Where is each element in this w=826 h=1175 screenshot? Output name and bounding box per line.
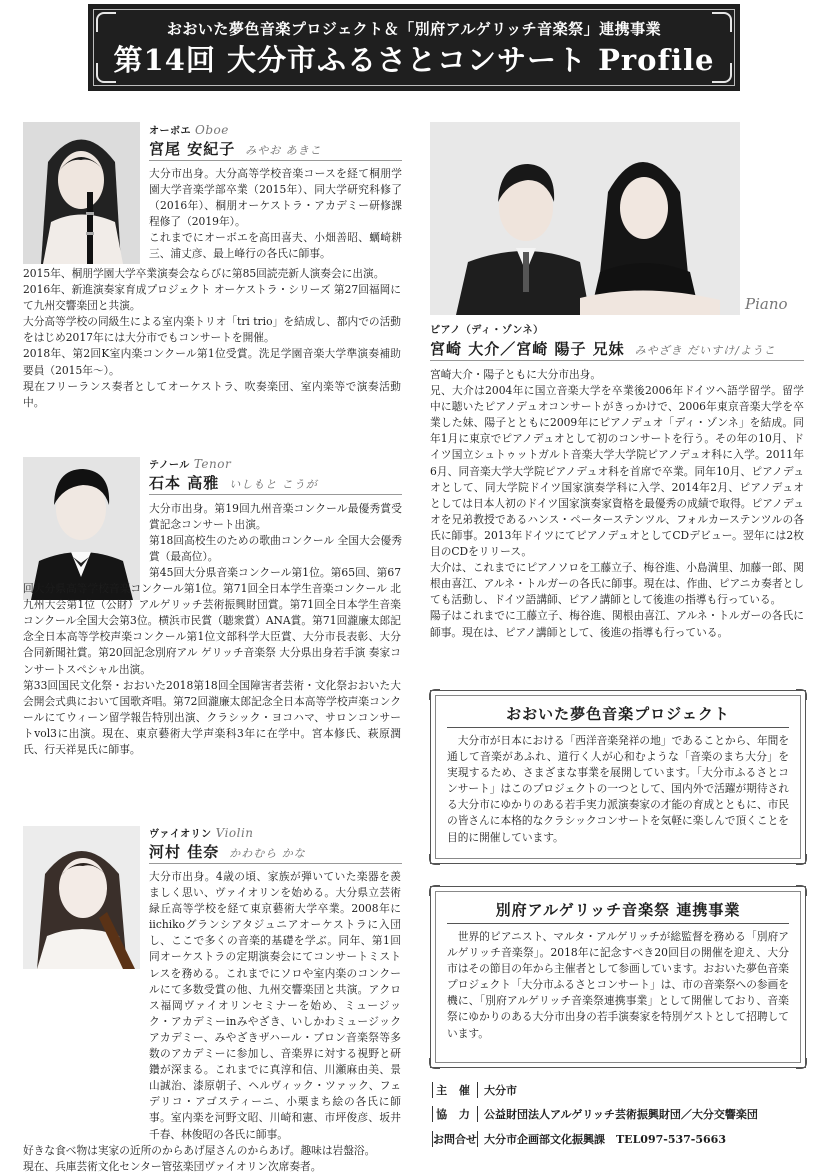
tenor-divider [149,494,402,495]
tenor-name-line [149,472,318,493]
oboe-role-jp: オーボエ [149,126,191,137]
tenor-name: 石本 高雅 [149,474,220,492]
piano-instrument-label: Piano [745,295,788,313]
credit-label: 協 力 [432,1106,478,1122]
festival-box-body: 世界的ピアニスト、マルタ・アルゲリッチが総監督を務める「別府アルゲリッチ音楽祭」。2018年に記念すべき20回目の開催を迎え、大分市はその節目の年から主催者として参画しています。おおいた夢色音楽プロジェクト「大分市ふるさとコンサート」は、市の音楽祭への参画を機に、「別府アルゲリッチ音楽祭連携事業」として開催しており、音楽祭にゆかりのある大分市出身の若手演奏家を特別ゲストとして招聘しています。 [447,930,789,1040]
tenor-bio-paragraph: 第18回高校生のための歌曲コンクール 全国大会優秀賞（最高位）。 [149,534,402,564]
tenor-kana: いしもと こうが [229,478,318,491]
oboe-portrait [23,122,140,264]
piano-kana: みやざき だいすけ/ようこ [634,344,776,357]
piano-bio [430,367,804,641]
project-box-title: おおいた夢色音楽プロジェクト [506,705,730,723]
oboe-bio-paragraph: 大分市出身。大分高等学校音楽コースを経て桐朋学園大学音楽学部卒業（2015年）、同大学研究科修了（2016年）、桐朋オーケストラ・アカデミー研修課程修了（2019年）。 [149,167,402,229]
credit-label: お問合せ [433,1133,477,1146]
page-title: 第14回 大分市ふるさとコンサート Profile [113,43,715,77]
tenor-role-en: Tenor [193,457,232,471]
piano-role [430,321,544,336]
piano-duo-portrait [430,122,740,315]
violin-divider [149,863,402,864]
violin-bio-paragraph: 大分市出身。4歳の頃、家族が弾いていた楽器を羨ましく思い、ヴァイオリンを始める。大分県立芸術緑丘高等学校を経て東京藝術大学卒業。2008年にiichikoグランシアタジュニアオーケストラに入団し、ここで多くの音楽的基礎を学ぶ。同年、第1回同オーケストラの定期演奏会にてコンサートミストレスを務める。これまでにソロや室内楽のコンクールにて多数受賞の他、九州交響楽団と共演。アクロス福岡ヴァイオリンセミナーを始め、ミュージック・アカデミーinみやざき、いしかわミュージックアカデミー、みやざきザハール・ブロン音楽祭等多数のアカデミーに参加し、音楽界に対する視野と研鑽が深まる。これまでに真淳和信、川瀬麻由美、景山誠治、漆原朝子、ヘルヴィック・ツァック、フェデリコ・アゴスティーニ、小栗まち絵の各氏に師事。室内楽を河野文昭、川崎和憲、市坪俊彦、坂井千春、林俊昭の各氏に師事。 [149,870,401,1141]
credit-cooperation [432,1106,758,1122]
oboe-name-line [149,138,322,159]
violin-kana: かわむら かな [229,847,306,860]
credit-contact [432,1131,726,1147]
violin-role-jp: ヴァイオリン [149,829,212,840]
box-ornament [796,854,807,865]
festival-box-title-rule [447,923,789,924]
piano-bio-paragraph: 陽子はこれまでに工藤立子、梅谷進、関根由喜江、アルネ・トルガーの各氏に師事。現在は、ピアノ講師として、後進の指導も行っている。 [430,609,804,639]
tenor-role-jp: テノール [149,460,190,471]
box-ornament [796,689,807,700]
tenor-bio-bottom [23,565,401,758]
piano-role-jp: ピアノ（ディ・ゾンネ） [430,325,544,336]
tenor-bio-top [149,501,402,565]
violin-name-line [149,841,306,862]
festival-info-box [430,886,806,1068]
oboe-bio-bottom [23,266,401,411]
box-ornament [429,885,440,896]
tenor-bio-paragraph: 第45回大分県音楽コンクール第1位。第65回、第67回大分県高等学校音楽コンクール第1位。第71回全日本学生音楽コンクール 北九州大会第1位（公財）アルゲリッチ芸術振興財団賞。第71回全日本学生音楽コンクール全国大会第3位。横浜市民賞（聴衆賞）ANA賞。第71回瀧廉太郎記念全日本高等学校声楽コンクール第1位文部科学大臣賞、大分市長表彰、大分合同新聞社賞。第20回記念別府アル ゲリッチ音楽祭 大分県出身若手演 奏家コンサートスペシャル出演。 [23,566,401,676]
violin-bio [23,869,401,1175]
tenor-bio-paragraph: 第33回国民文化祭・おおいた2018第18回全国障害者芸術・文化祭おおいた大会開会式典において国歌斉唱。第72回瀧廉太郎記念全日本高等学校声楽コンクールにてウィーン留学報告特別出演、クラシック・ヨコハマ、サロンコンサートvol3に出演。現在、東京藝術大学声楽科3年に在学中。宮本修氏、萩原潤氏、行天祥晃氏に師事。 [23,678,401,757]
piano-name-line [430,338,776,359]
credit-organizer [432,1082,517,1098]
oboe-bio-paragraph: 2015年、桐朋学園大学卒業演奏会ならびに第85回読売新人演奏会に出演。 [23,267,385,280]
oboe-bio-paragraph: 2018年、第2回K室内楽コンクール第1位受賞。洗足学園音楽大学準演奏補助要員（2015年〜）。 [23,347,401,377]
violin-bio-paragraph: 好きな食べ物は実家の近所のからあげ屋さんのからあげ。趣味は岩盤浴。 [23,1143,376,1157]
piano-name: 宮崎 大介／宮崎 陽子 兄妹 [430,340,625,358]
project-box-title-rule [447,727,789,728]
credit-value: 大分市企画部文化振興課 TEL097-537-5663 [484,1133,726,1146]
violin-role-en: Violin [215,826,254,840]
violin-role [149,825,254,840]
oboe-kana: みやお あきこ [245,144,322,157]
festival-box-title: 別府アルゲリッチ音楽祭 連携事業 [495,901,741,919]
oboe-bio-paragraph: 現在フリーランス奏者としてオーケストラ、吹奏楽団、室内楽等で演奏活動中。 [23,379,401,409]
header-banner [88,4,740,91]
oboe-name: 宮尾 安紀子 [149,140,236,158]
piano-bio-paragraph: 大介は、これまでにピアノソロを工藤立子、梅谷進、小島満里、加藤一郎、関根由喜江、アルネ・トルガーの各氏に師事。現在は、作曲、ピアニカ奏者としても活動し、ドイツ語講師、ピアノ講師として後進の指導も行っている。 [430,561,804,607]
piano-bio-paragraph: 兄、大介は2004年に国立音楽大学を卒業後2006年ドイツへ語学留学。留学中に聴いたピアノデュオコンサートがきっかけで、2006年東京音楽大学を卒業した妹、陽子とともに2009年にピアノデュオ「ディ・ゾンネ」を結成。同年1月に東京でピアノデュオとして初のコンサートを行う。その年の10月、ドイツ国立シュトゥットガルト音楽大学大学院ピアノデュオ科に入学。2011年6月、同音楽大学大学院ピアノデュオ科を首席で卒業。同年10月、ピアノデュオとして、同大学院ドイツ国家演奏学科に入学、2014年2月、ピアノデュオとしては日本人初のドイツ国家演奏家資格を最優秀の成績で取得。ピアノデュオを兄弟教授であるハンス・ペーターステンツル、フォルカーステンツルの各氏に師事。2013年ドイツにてピアノデュオとしてCDデビュー。翌年には2枚目のCDをリリース。 [430,384,804,559]
violin-name: 河村 佳奈 [149,843,220,861]
tenor-role [149,456,231,471]
credit-label: 主 催 [432,1082,478,1098]
oboe-bio-paragraph: 大分高等学校の同級生による室内楽トリオ「tri trio」を結成し、都内での活動をはじめ2017年には大分市でもコンサートを開催。 [23,315,401,345]
box-ornament [796,885,807,896]
oboe-divider [149,160,402,161]
violin-bio-paragraph: 現在、兵庫芸術文化センター管弦楽団ヴァイオリン次席奏者。 [23,1159,322,1173]
oboe-role [149,122,229,137]
piano-bio-paragraph: 宮崎大介・陽子ともに大分市出身。 [430,368,602,381]
box-ornament [429,689,440,700]
header-subtitle: おおいた夢色音楽プロジェクト＆「別府アルゲリッチ音楽祭」連携事業 [166,20,662,38]
project-box-body: 大分市が日本における「西洋音楽発祥の地」であることから、年間を通して音楽があふれ、道行く人が心和むような「音楽のまち大分」を実現するため、さまざまな事業を展開しています。「大分市ふるさとコンサート」はこのプロジェクトの一つとして、国内外で活躍が期待される大分市にゆかりのある若手実力派演奏家の才能の育成とともに、市民の皆さんに本格的なクラシックコンサートを気軽に楽しんで頂くことを目的に開催しています。 [447,734,790,844]
oboe-role-en: Oboe [195,123,229,137]
box-ornament [429,854,440,865]
box-ornament [429,1058,440,1069]
box-ornament [796,1058,807,1069]
credit-value: 公益財団法人アルゲリッチ芸術振興財団／大分交響楽団 [484,1108,758,1121]
oboe-bio-paragraph: これまでにオーボエを高田喜夫、小畑善昭、蠣崎耕三、浦丈彦、最上峰行の各氏に師事。 [149,231,402,261]
oboe-bio-top [149,166,402,263]
oboe-bio-paragraph: 2016年、新進演奏家育成プロジェクト オーケストラ・シリーズ 第27回福岡にて九州交響楽団と共演。 [23,283,401,313]
credit-value: 大分市 [484,1084,517,1097]
piano-divider [430,360,804,361]
tenor-bio-paragraph: 大分市出身。第19回九州音楽コンクール最優秀賞受賞記念コンサート出演。 [149,502,402,532]
project-info-box [430,690,806,864]
